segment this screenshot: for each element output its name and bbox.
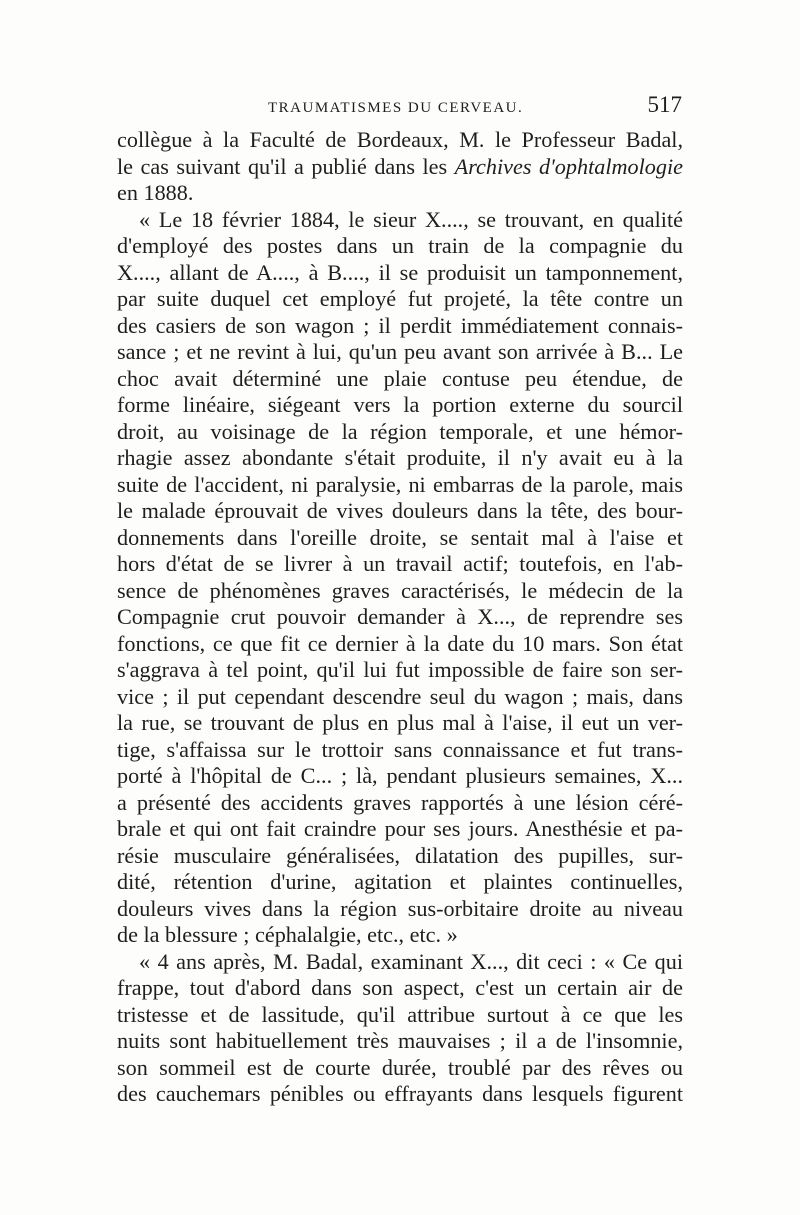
text-line: choc avait déterminé une plaie contuse peu étendue, de <box>117 365 683 391</box>
text-line: Compagnie crut pouvoir demander à X..., de reprendre ses <box>117 604 683 629</box>
text-line: X...., allant de A...., à B...., il se produisit un tamponnement, <box>117 259 683 285</box>
text-line: douleurs vives dans la région sus-orbitaire droite au niveau <box>117 895 683 921</box>
text-line: rhagie assez abondante s'était produite, il n'y avait eu à la <box>117 445 683 470</box>
text-line: fonctions, ce que fit ce dernier à la date du 10 mars. Son état <box>117 630 683 656</box>
text-line: dité, rétention d'urine, agitation et plaintes continuelles, <box>117 869 683 894</box>
text-line: le malade éprouvait de vives douleurs dans la tête, des bour- <box>117 498 683 523</box>
text-line: des casiers de son wagon ; il perdit immédiatement connais- <box>117 312 683 338</box>
text-line: suite de l'accident, ni paralysie, ni embarras de la parole, mais <box>117 471 683 497</box>
text-line: a présenté des accidents graves rapportés à une lésion céré- <box>117 789 683 815</box>
text-line: vice ; il put cependant descendre seul du wagon ; mais, dans <box>117 683 683 709</box>
body-text <box>117 127 683 1108</box>
text-line: par suite duquel cet employé fut projeté, la tête contre un <box>117 286 683 311</box>
page-number: 517 <box>647 92 682 117</box>
text-line: collègue à la Faculté de Bordeaux, M. le Professeur Badal, <box>117 127 683 152</box>
running-head: TRAUMATISMES DU CERVEAU. <box>268 100 524 116</box>
text-line: brale et qui ont fait craindre pour ses jours. Anesthésie et pa- <box>117 816 683 841</box>
text-line: des cauchemars pénibles ou effrayants dans lesquels figurent <box>117 1081 683 1106</box>
text-line: donnements dans l'oreille droite, se sentait mal à l'aise et <box>117 524 683 550</box>
text-line-start: le cas suivant qu'il a publié dans les <box>117 153 455 179</box>
journal-title: Archives d'ophtalmologie <box>454 153 683 179</box>
text-line: frappe, tout d'abord dans son aspect, c'est un certain air de <box>117 975 683 1000</box>
text-line: droit, au voisinage de la région temporale, et une hémor- <box>117 418 683 444</box>
text-line: s'aggrava à tel point, qu'il lui fut impossible de faire son ser- <box>117 657 683 682</box>
text-line: porté à l'hôpital de C... ; là, pendant plusieurs semaines, X... <box>117 763 683 788</box>
text-line: sence de phénomènes graves caractérisés, le médecin de la <box>117 577 683 603</box>
text-line: « Le 18 février 1884, le sieur X...., se trouvant, en qualité <box>139 206 683 232</box>
text-line: son sommeil est de courte durée, troublé par des rêves ou <box>117 1054 683 1080</box>
text-line: nuits sont habituellement très mauvaises ; il a de l'insomnie, <box>117 1028 683 1053</box>
page-header <box>118 90 684 130</box>
text-line: la rue, se trouvant de plus en plus mal à l'aise, il eut un ver- <box>117 710 683 735</box>
text-line: de la blessure ; céphalalgie, etc., etc. » <box>117 922 458 947</box>
text-line: hors d'état de se livrer à un travail actif; toutefois, en l'ab- <box>117 551 683 576</box>
text-line: tige, s'affaissa sur le trottoir sans connaissance et fut trans- <box>117 736 683 762</box>
text-line: d'employé des postes dans un train de la compagnie du <box>117 233 683 258</box>
text-line: forme linéaire, siégeant vers la portion externe du sourcil <box>117 392 683 417</box>
text-line: « 4 ans après, M. Badal, examinant X..., dit ceci : « Ce qui <box>139 948 683 974</box>
text-line: sance ; et ne revint à lui, qu'un peu avant son arrivée à B... Le <box>117 339 683 364</box>
text-line: tristesse et de lassitude, qu'il attribue surtout à ce que les <box>117 1001 683 1027</box>
text-line: en 1888. <box>117 180 194 205</box>
text-line: résie musculaire généralisées, dilatation des pupilles, sur- <box>117 842 683 868</box>
text-line <box>117 154 683 181</box>
